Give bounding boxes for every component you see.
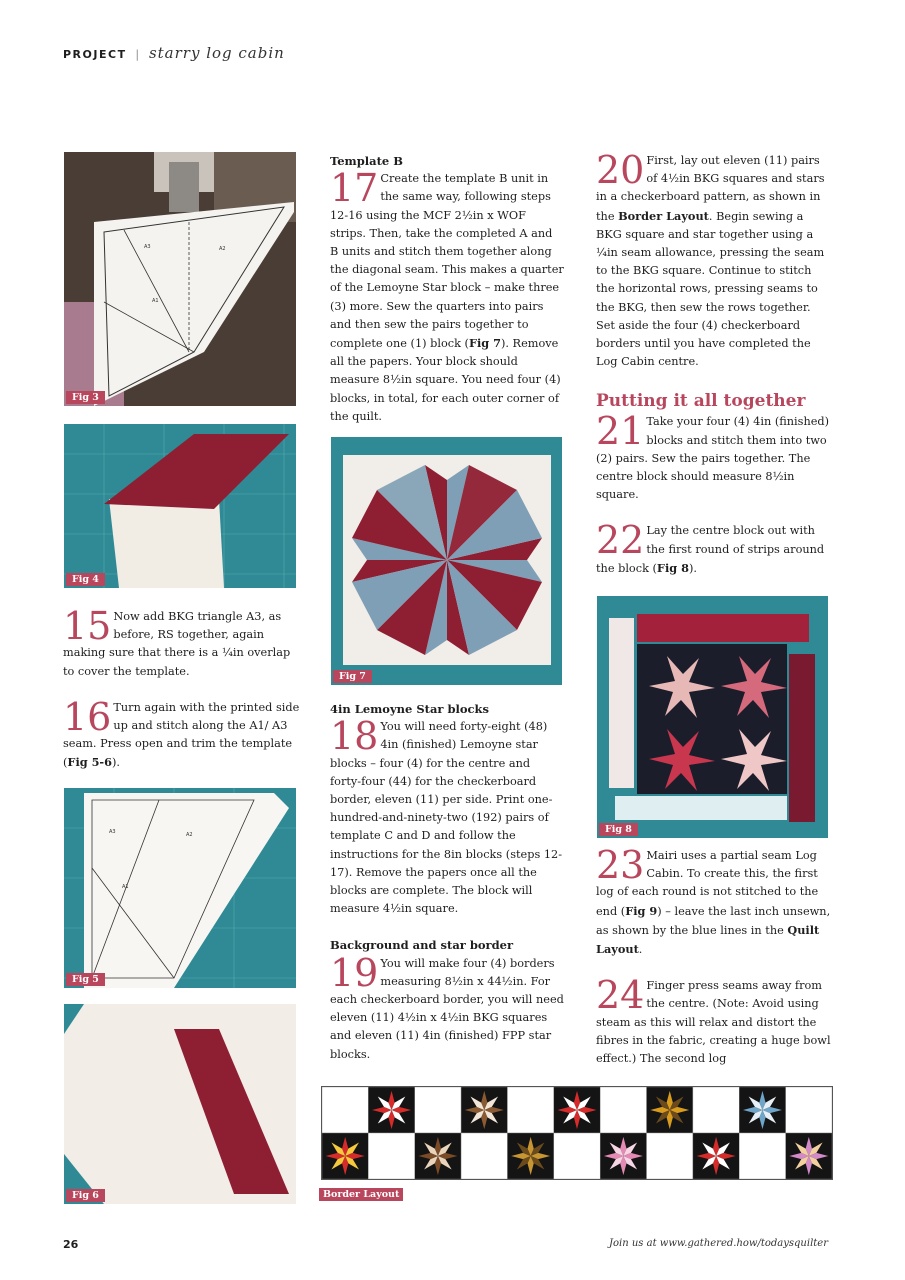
step-19	[330, 950, 564, 1064]
fig-7-label: Fig 7	[333, 670, 372, 683]
template-b-heading: Template B	[330, 154, 403, 168]
figure-reference: Fig 7	[468, 336, 501, 351]
step-number: 20	[596, 148, 645, 192]
bkg-square	[600, 1087, 646, 1133]
footer-url: Join us at www.gathered.how/todaysquilter	[609, 1238, 828, 1249]
template-label-a2: A2	[219, 246, 226, 252]
bkg-square	[461, 1133, 507, 1179]
fig-7-photo	[331, 437, 562, 685]
column-1-text	[63, 604, 300, 791]
template-label-a3-fig5: A3	[109, 829, 116, 835]
step-text: First, lay out eleven (11) pairs of 4½in BKG squares and stars in a checkerboard pattern, as shown in the	[596, 154, 825, 223]
star-icon	[789, 1137, 828, 1175]
header-separator: |	[135, 48, 141, 61]
bkg-square	[786, 1087, 832, 1133]
fig-4-label: Fig 4	[66, 573, 105, 586]
step-18	[330, 714, 564, 918]
fig-6-label: Fig 6	[66, 1189, 105, 1202]
step-text: Turn again with the printed side up and stitch along the A1/ A3 seam. Press open and trim the template (	[63, 700, 300, 770]
star-icon	[372, 1091, 411, 1129]
step-20	[596, 148, 832, 371]
step-number: 19	[330, 950, 379, 995]
bkg-square	[647, 1133, 693, 1179]
bkg-square	[739, 1133, 785, 1179]
step-21	[596, 409, 832, 504]
column-3-text-bottom	[596, 843, 832, 1086]
step-22	[596, 518, 832, 578]
star-icon	[697, 1137, 736, 1175]
star-icon	[650, 1091, 689, 1129]
fig-3-label: Fig 3	[66, 391, 105, 404]
fig-5-label: Fig 5	[66, 973, 105, 986]
step-text: Create the template B unit in the same way, following steps 12-16 using the MCF 2½in x WOF strips. Then, take the completed A and B units and stitch them together along the diagonal seam. This makes a quarter of the Lemoyne Star block – make three (3) more. Sew the quarters into pairs and then sew the pairs together to complete one (1) block (	[330, 172, 564, 351]
fig-5-photo	[64, 788, 296, 988]
bkg-square	[507, 1087, 553, 1133]
bkg-square	[415, 1087, 461, 1133]
step-17	[330, 166, 564, 426]
star-icon	[511, 1137, 550, 1175]
step-15	[63, 604, 300, 681]
layout-reference: Quilt Layout	[596, 922, 820, 957]
star-icon	[465, 1091, 504, 1129]
step-number: 16	[63, 694, 112, 739]
step-text: Finger press seams away from the centre. (Note: Avoid using steam as this will relax and distort the fibres in the fabric, creating a huge bowl effect.) The second log	[596, 979, 831, 1066]
border-layout-label: Border Layout	[319, 1188, 403, 1201]
step-text-mid: ) – leave the last inch unsewn, as shown by the blue lines in the	[596, 904, 831, 937]
step-text-end: .	[638, 943, 643, 957]
fig-8-photo	[597, 596, 828, 838]
step-text: You will need forty-eight (48) 4in (finished) Lemoyne star blocks – four (4) for the centre and forty-four (44) for the checkerboard border, eleven (11) per side. Print one-hundred-and-ninety-two (192) pairs of template C and D and follow the instructions for the 8in blocks (steps 12-17). Remove the papers once all the blocks are complete. The block will measure 4½in square.	[330, 720, 563, 916]
step-text: Lay the centre block out with the first round of strips around the block (	[596, 524, 825, 575]
template-label-a2-fig5: A2	[186, 832, 193, 838]
step-number: 15	[63, 604, 112, 648]
bkg-square	[322, 1087, 368, 1133]
running-header	[63, 44, 285, 62]
fig-8-label: Fig 8	[599, 823, 638, 836]
figure-reference: Fig 9	[625, 903, 658, 918]
border-layout-diagram	[321, 1086, 833, 1180]
step-text: Now add BKG triangle A3, as before, RS together, again making sure that there is a ¼in overlap to cover the template.	[63, 610, 291, 678]
step-23	[596, 843, 832, 959]
step-text-end: ). Remove all the papers. Your block should measure 8½in square. You need four (4) blocks, in total, for each outer corner of the quilt.	[330, 337, 561, 423]
template-label-a3: A3	[144, 244, 151, 250]
figure-reference: Fig 5-6	[67, 755, 112, 770]
star-icon	[743, 1091, 782, 1129]
layout-reference: Border Layout	[618, 208, 709, 223]
page-number: 26	[63, 1238, 79, 1251]
step-text-end: ).	[111, 756, 120, 770]
fig-3-photo	[64, 152, 296, 406]
step-text-end: . Begin sewing a BKG square and star together using a ¼in seam allowance, pressing the seam to the BKG square. Continue to stitch the horizontal rows, pressing seams to the BKG, then sew the rows together. Set aside the four (4) checkerboard borders until you have completed the Log Cabin centre.	[596, 209, 825, 369]
bkg-square	[693, 1087, 739, 1133]
star-icon	[604, 1137, 643, 1175]
header-section: PROJECT	[63, 48, 127, 61]
fig-6-photo	[64, 1004, 296, 1204]
step-text-end: ).	[688, 561, 697, 575]
bkg-square	[368, 1133, 414, 1179]
step-16	[63, 694, 300, 773]
section-title: Putting it all together	[596, 391, 806, 412]
step-number: 23	[596, 843, 645, 887]
step-24	[596, 973, 832, 1068]
background-heading: Background and star border	[330, 938, 514, 953]
star-icon	[326, 1137, 365, 1175]
step-number: 17	[330, 166, 379, 211]
figure-reference: Fig 8	[656, 560, 689, 575]
step-text: You will make four (4) borders measuring 8½in x 44½in. For each checkerboard border, you will need eleven (11) 4½in x 4½in BKG squares and eleven (11) 4in (finished) FPP star blocks.	[330, 956, 564, 1061]
step-number: 24	[596, 973, 645, 1018]
bkg-square	[554, 1133, 600, 1179]
column-3-text-top	[596, 148, 832, 596]
template-label-a1-fig5: A1	[122, 884, 129, 890]
star-icon	[558, 1091, 597, 1129]
checkerboard-svg	[322, 1087, 832, 1179]
step-number: 21	[596, 409, 645, 454]
step-text: Mairi uses a partial seam Log Cabin. To create this, the first log of each round is not stitched to the end (	[596, 849, 819, 918]
step-text: Take your four (4) 4in (finished) blocks and stitch them into two (2) pairs. Sew the pairs together. The centre block should measure 8½in square.	[596, 415, 830, 502]
fig-4-photo	[64, 424, 296, 588]
step-number: 18	[330, 714, 379, 759]
template-label-a1: A1	[152, 298, 159, 304]
column-2-text-top	[330, 152, 564, 444]
star-icon	[418, 1137, 457, 1175]
column-2-text-bottom	[330, 700, 564, 1082]
header-title: starry log cabin	[148, 44, 285, 62]
lemoyne-heading: 4in Lemoyne Star blocks	[330, 702, 489, 716]
step-number: 22	[596, 518, 645, 563]
